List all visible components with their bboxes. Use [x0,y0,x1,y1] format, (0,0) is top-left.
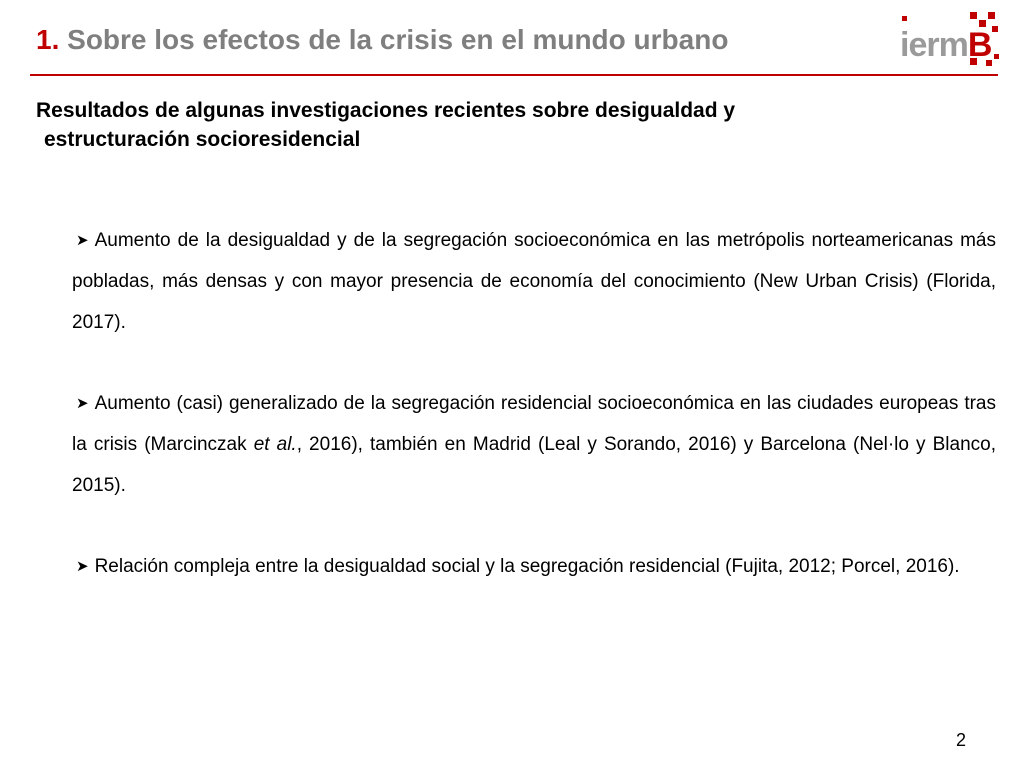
bullet-text: Relación compleja entre la desigualdad social y la segregación residencial (Fujita, 2012; Porcel, 2016). [94,556,960,577]
bullet-list [72,220,996,627]
bullet-item [72,383,996,506]
arrow-bullet-icon: ➤ [76,395,89,412]
bullet-text: Aumento de la desigualdad y de la segregación socioeconómica en las metrópolis norteamericanas más pobladas, más densas y con mayor presencia de economía del conocimiento (New Urban Crisis) (Florida, 2017). [72,230,996,333]
slide-title [36,24,728,56]
title-text: Sobre los efectos de la crisis en el mundo urbano [67,24,729,55]
section-number: 1. [36,24,60,55]
bullet-item [72,546,996,587]
page-number: 2 [955,730,966,750]
subtitle-line-1: Resultados de algunas investigaciones recientes sobre desigualdad y [36,99,736,122]
arrow-bullet-icon: ➤ [76,232,89,249]
iermb-logo [900,10,1000,68]
slide-subtitle [36,96,936,154]
logo-wordmark: iermB [900,26,992,64]
title-divider [30,74,998,76]
bullet-text-italic: et al. [253,434,297,455]
subtitle-line-2: estructuración socioresidencial [44,128,361,151]
bullet-text-part: , 2016), también en Madrid (Leal y Sorando, 2016) y Barcelona (Nel·lo y Blanco, 2015). [72,434,996,496]
bullet-text-part: Aumento (casi) generalizado de la segregación residencial socioeconómica en las ciudades europeas tras la crisis (Marcinczak [72,393,996,455]
bullet-item [72,220,996,343]
arrow-bullet-icon: ➤ [76,558,89,575]
